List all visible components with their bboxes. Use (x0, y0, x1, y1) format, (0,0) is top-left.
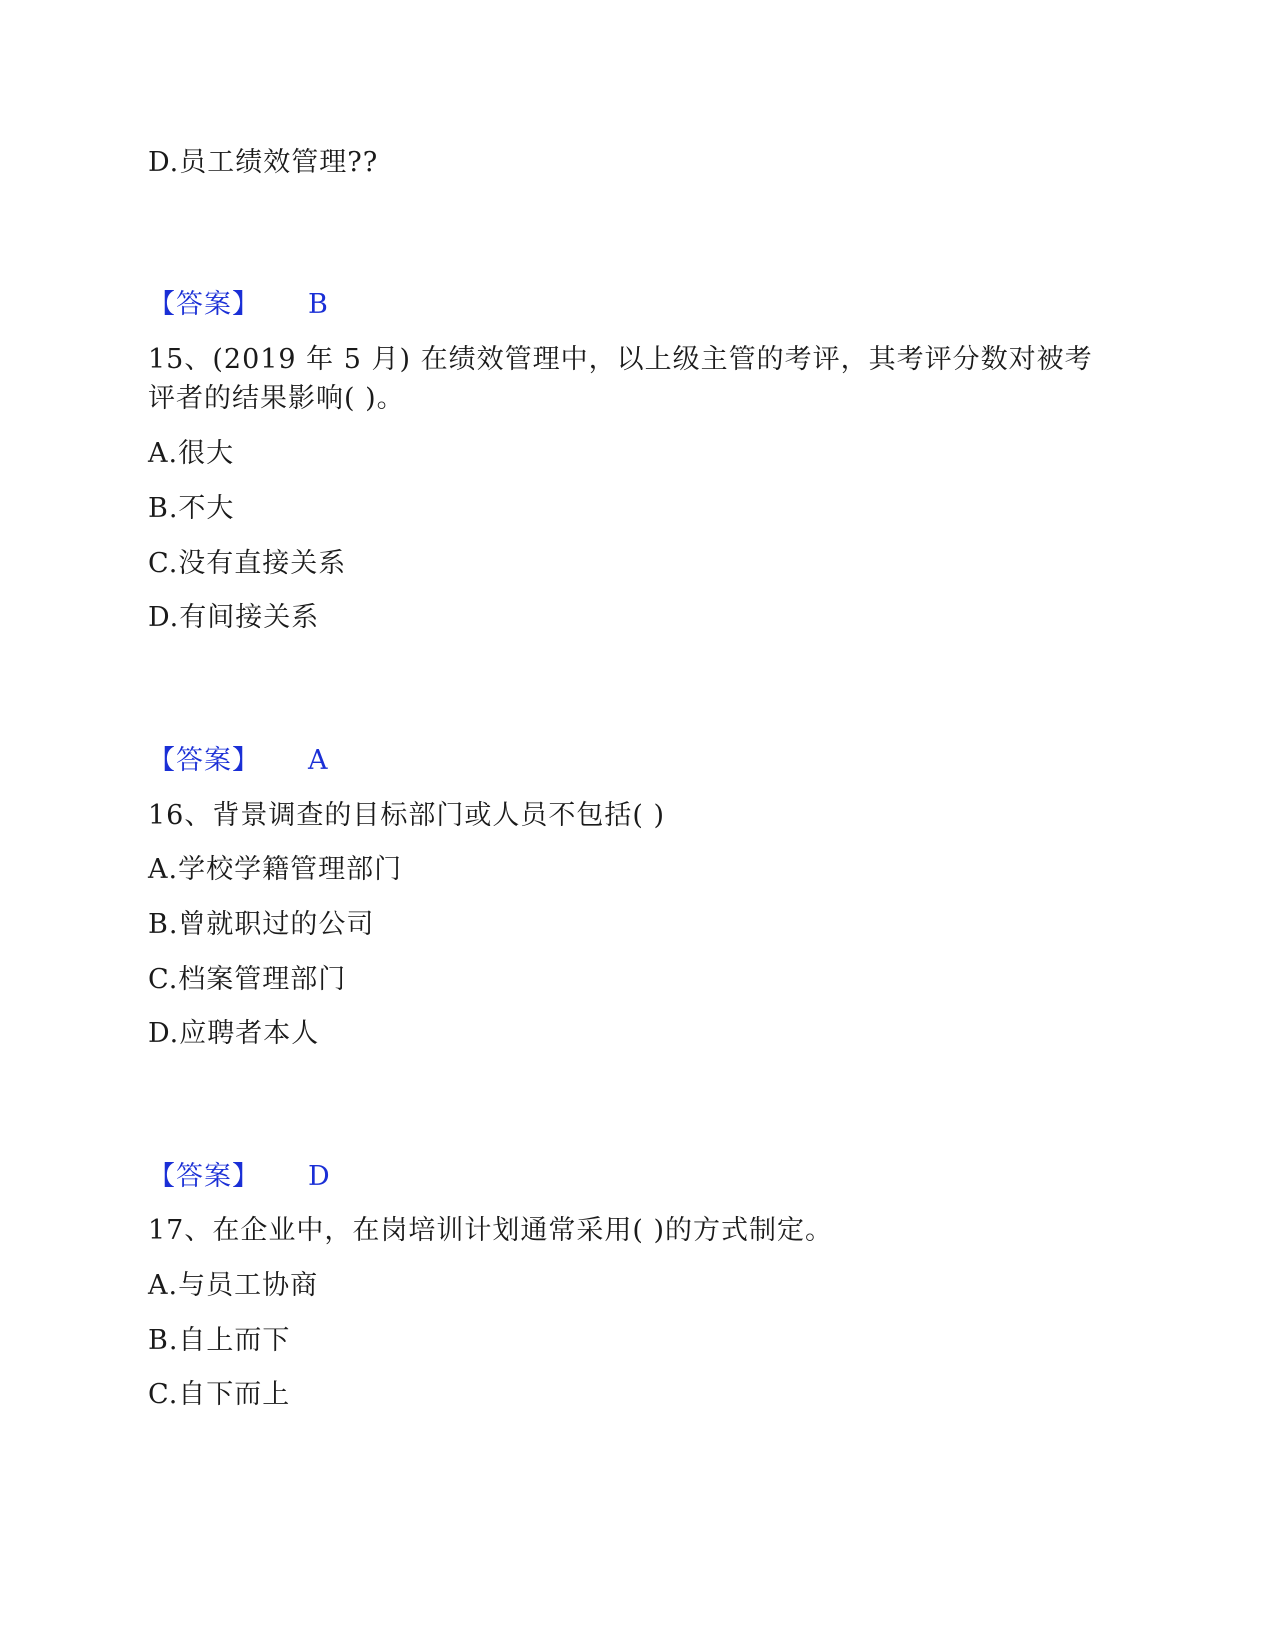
q15-option-a: A.很大 (148, 438, 235, 469)
q15-answer (148, 743, 329, 779)
answer-label: 【答案】 (148, 745, 260, 776)
q17-option-c: C.自下而上 (148, 1379, 291, 1410)
q15-option-c: C.没有直接关系 (148, 548, 347, 579)
q14-answer (148, 287, 329, 323)
q15-question-line-2: 评者的结果影响( )。 (148, 383, 405, 414)
answer-value: D (308, 1161, 331, 1192)
q16-option-c: C.档案管理部门 (148, 964, 347, 995)
q14-option-d: D.员工绩效管理?? (148, 147, 379, 178)
q16-option-a: A.学校学籍管理部门 (148, 854, 403, 885)
q15-option-b: B.不大 (148, 493, 235, 524)
answer-label: 【答案】 (148, 289, 260, 320)
q16-answer (148, 1159, 331, 1195)
q16-question: 16、背景调查的目标部门或人员不包括( ) (148, 800, 666, 831)
q17-question: 17、在企业中，在岗培训计划通常采用( )的方式制定。 (148, 1215, 834, 1246)
q16-option-b: B.曾就职过的公司 (148, 909, 375, 940)
answer-value: B (308, 289, 329, 320)
q16-option-d: D.应聘者本人 (148, 1018, 320, 1049)
answer-label: 【答案】 (148, 1161, 260, 1192)
q17-option-a: A.与员工协商 (148, 1270, 319, 1301)
q15-question-line-1: 15、(2019 年 5 月) 在绩效管理中，以上级主管的考评，其考评分数对被考 (148, 344, 1093, 375)
answer-value: A (308, 745, 329, 776)
q15-option-d: D.有间接关系 (148, 602, 320, 633)
q17-option-b: B.自上而下 (148, 1325, 291, 1356)
